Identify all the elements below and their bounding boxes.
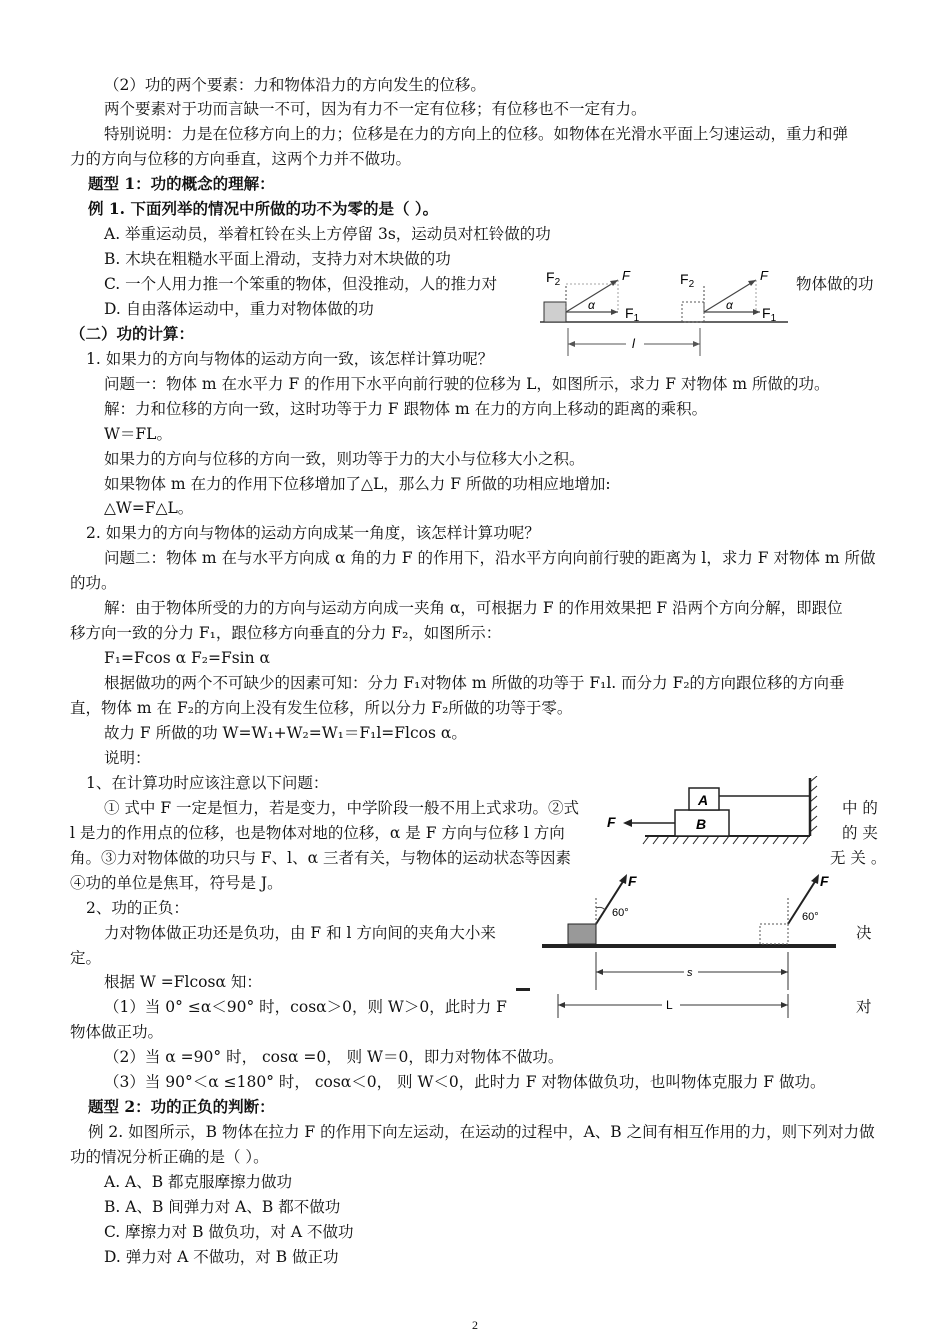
formula: △W=F△L。 [104, 499, 194, 517]
question-type-heading: 题型 2：功的正负的判断： [88, 1097, 275, 1116]
force-f-label: F [628, 873, 637, 889]
text-line: 1. 如果力的方向与物体的运动方向一致，该怎样计算功呢？ [86, 350, 494, 368]
ground-line [542, 944, 836, 948]
text-line: 移方向一致的分力 F₁，跟位移方向垂直的分力 F₂，如图所示： [70, 624, 502, 642]
force-f1-label: $F_1$ [625, 305, 640, 324]
distance-s-label: s [687, 967, 693, 979]
option-b: B. 木块在粗糙水平面上滑动，支持力对木块做的功 [104, 250, 451, 268]
block-solid [568, 924, 596, 944]
text-line: 解：由于物体所受的力的方向与运动方向成一夹角 α，可根据力 F 的作用效果把 F 沿两个方向分解，即跟位 [104, 599, 843, 617]
distance-l-label: l [632, 336, 635, 351]
option-c: C. 摩擦力对 B 做负功，对 A 不做功 [104, 1223, 354, 1241]
option-d: D. 弹力对 A 不做功，对 B 做正功 [104, 1248, 339, 1266]
text-line-tail: 对 [856, 998, 872, 1016]
text-line: 解：力和位移的方向一致，这时功等于力 F 跟物体 m 在力的方向上移动的距离的乘积。 [104, 400, 708, 418]
text-line: l 是力的作用点的位移，也是物体对地的位移，α 是 F 方向与位移 l 方向 [70, 824, 565, 842]
force-f-label: F [820, 873, 829, 889]
text-line-tail: 的 夹 [842, 824, 878, 842]
page-number: 2 [472, 1318, 478, 1332]
formula: F₁=Fcos α F₂=Fsin α [104, 649, 270, 667]
block-a-label: A [698, 792, 709, 808]
text-line: 的功。 [70, 574, 117, 592]
text-line: 1、在计算功时应该注意以下问题： [86, 774, 329, 792]
question-type-heading: 题型 1：功的概念的理解： [88, 174, 275, 193]
force-f2-label: $F_2$ [546, 269, 561, 288]
text-line-tail: 无 关 。 [830, 849, 887, 867]
formula: W＝FL。 [104, 425, 172, 443]
force-decomposition-figure [538, 264, 790, 360]
text-line: （2）功的两个要素：力和物体沿力的方向发生的位移。 [104, 76, 486, 94]
text-line: 2、功的正负： [86, 899, 189, 917]
angle-label: 60° [802, 911, 819, 923]
force-f-label: F [622, 268, 630, 283]
force-f-label: F [607, 814, 616, 830]
text-line-tail: 中 的 [842, 799, 878, 817]
block-dashed [760, 924, 788, 944]
option-a: A. A、B 都克服摩擦力做功 [104, 1173, 293, 1191]
text-line: 特别说明：力是在位移方向上的力；位移是在力的方向上的位移。如物体在光滑水平面上匀速运动，重力和弹 [104, 125, 849, 143]
example-1-stem: 例 1. 下面列举的情况中所做的功不为零的是（ ）。 [88, 199, 439, 218]
text-line: 如果物体 m 在力的作用下位移增加了△L，那么力 F 所做的功相应地增加: [104, 475, 611, 493]
blocks-ab-figure [605, 776, 825, 846]
force-f2-label: $F_2$ [680, 271, 695, 290]
text-line-tail: 决 [856, 924, 872, 942]
text-line: 根据 W =Flcosα 知： [104, 973, 262, 991]
option-b: B. A、B 间弹力对 A、B 都不做功 [104, 1198, 341, 1216]
text-line: 2. 如果力的方向与物体的运动方向成某一角度，该怎样计算功呢？ [86, 524, 540, 542]
text-line: ① 式中 F 一定是恒力，若是变力，中学阶段一般不用上式求功。②式 [104, 799, 580, 817]
option-d: D. 自由落体运动中，重力对物体做的功 [104, 300, 374, 318]
angle-alpha-label: α [726, 298, 733, 312]
distance-l-label: L [666, 998, 673, 1012]
force-f-label: F [760, 268, 768, 283]
block-b-label: B [696, 816, 707, 832]
angle-alpha-label: α [588, 298, 595, 312]
text-line: 直，物体 m 在 F₂的方向上没有发生位移，所以分力 F₂所做的功等于零。 [70, 699, 573, 717]
text-line: ④功的单位是焦耳，符号是 J。 [70, 874, 283, 892]
option-c-tail: 物体做的功 [796, 275, 874, 293]
example-2-stem: 例 2. 如图所示，B 物体在拉力 F 的作用下向左运动，在运动的过程中，A、B 之间有相互作用的力，则下列对力做 [88, 1123, 875, 1141]
text-line: 功的情况分析正确的是（ ）。 [70, 1148, 269, 1166]
force-f1-label: $F_1$ [762, 305, 777, 324]
option-c: C. 一个人用力推一个笨重的物体，但没推动，人的推力对 [104, 275, 498, 293]
text-line: 角。③力对物体做的功只与 F、l、α 三者有关，与物体的运动状态等因素 [70, 849, 572, 867]
option-a: A. 举重运动员，举着杠铃在头上方停留 3s，运动员对杠铃做的功 [104, 225, 551, 243]
text-line: 定。 [70, 949, 102, 967]
angled-force-figure [512, 868, 842, 1030]
text-line: 物体做正功。 [70, 1023, 164, 1041]
angle-label: 60° [612, 907, 629, 919]
text-line: 如果力的方向与位移的方向一致，则功等于力的大小与位移大小之积。 [104, 450, 585, 468]
block-dashed [682, 302, 704, 322]
section-heading: （二）功的计算： [70, 324, 195, 343]
text-line: 力对物体做正功还是负功，由 F 和 l 方向间的夹角大小来 [104, 924, 496, 942]
text-line: 说明： [104, 749, 151, 767]
text-line: （3）当 90°＜α ≤180° 时， cosα＜0， 则 W＜0，此时力 F 对物体做负功，也叫物体克服力 F 做功。 [104, 1073, 826, 1091]
text-line: （2）当 α =90° 时， cosα =0， 则 W＝0，即力对物体不做功。 [104, 1048, 564, 1066]
text-line: 力的方向与位移的方向垂直，这两个力并不做功。 [70, 150, 412, 168]
block-solid [544, 302, 566, 322]
text-line: 根据做功的两个不可缺少的因素可知：分力 F₁对物体 m 所做的功等于 F₁l. 而分力 F₂的方向跟位移的方向垂 [104, 674, 845, 692]
text-line: 两个要素对于功而言缺一不可，因为有力不一定有位移；有位移也不一定有力。 [104, 100, 647, 118]
formula: 故力 F 所做的功 W=W₁+W₂=W₁＝F₁l=Flcos α。 [104, 724, 467, 742]
text-line: （1）当 0° ≤α＜90° 时，cosα＞0，则 W＞0，此时力 F [104, 998, 507, 1016]
scan-mark [516, 988, 530, 991]
text-line: 问题二：物体 m 在与水平方向成 α 角的力 F 的作用下，沿水平方向向前行驶的距离为 l，求力 F 对物体 m 所做 [104, 549, 876, 567]
text-line: 问题一：物体 m 在水平力 F 的作用下水平向前行驶的位移为 L，如图所示，求力 F 对物体 m 所做的功。 [104, 375, 830, 393]
